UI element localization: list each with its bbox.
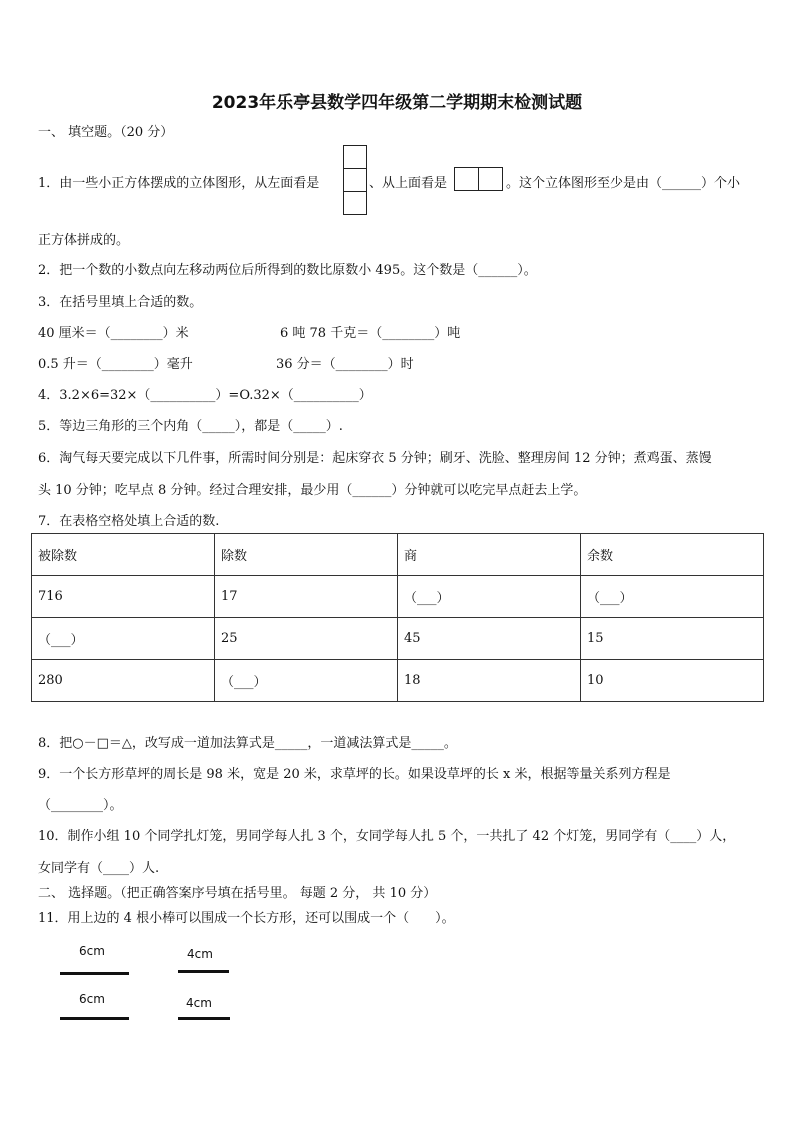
header-quotient: 商 — [398, 534, 581, 576]
question-1-part1: 1．由一些小正方体摆成的立体图形，从左面看是 — [38, 176, 320, 191]
table-cell: （___） — [581, 576, 764, 618]
question-10-line2: 女同学有（____）人. — [38, 861, 160, 876]
section-2-heading: 二、 选择题。（把正确答案序号填在括号里。 每题 2 分， 共 10 分） — [38, 886, 437, 901]
table-cell: 10 — [581, 660, 764, 702]
question-3-item-c: 0.5 升＝（________）毫升 — [38, 357, 193, 372]
question-7-stem: 7．在表格空格处填上合适的数. — [38, 514, 220, 529]
question-1-part2: 、从上面看是 — [369, 176, 448, 191]
page-title: 2023年乐亭县数学四年级第二学期期末检测试题 — [211, 93, 583, 113]
table-cell: 45 — [398, 618, 581, 660]
table-cell: 17 — [215, 576, 398, 618]
top-view-right-square — [478, 167, 503, 191]
top-view-left-square — [454, 167, 479, 191]
table-cell: 280 — [32, 660, 215, 702]
question-8: 8．把○－□＝△，改写成一道加法算式是_____，一道减法算式是_____。 — [38, 736, 457, 751]
section-1-heading: 一、 填空题。（20 分） — [38, 125, 174, 140]
question-9-line2: （________）。 — [38, 798, 123, 813]
table-cell: （___） — [215, 660, 398, 702]
question-2: 2．把一个数的小数点向左移动两位后所得到的数比原数小 495。这个数是（______）。 — [38, 263, 537, 278]
table-cell: （___） — [32, 618, 215, 660]
stick-6cm — [60, 972, 129, 975]
question-6-line2: 头 10 分钟；吃早点 8 分钟。经过合理安排，最少用（______）分钟就可以吃完早点赶去上学。 — [38, 483, 587, 498]
stick-6cm — [60, 1017, 129, 1020]
left-view-middle-square — [343, 168, 367, 192]
question-3-item-a: 40 厘米＝（________）米 — [38, 326, 189, 341]
table-header-row — [32, 534, 764, 576]
table-row — [32, 576, 764, 618]
stick-4cm — [178, 970, 229, 973]
header-divisor: 除数 — [215, 534, 398, 576]
question-11: 11．用上边的 4 根小棒可以围成一个长方形，还可以围成一个（ ）。 — [38, 911, 455, 926]
table-cell: 15 — [581, 618, 764, 660]
question-3-item-b: 6 吨 78 千克＝（________）吨 — [280, 326, 461, 341]
left-view-top-square — [343, 145, 367, 169]
table-row — [32, 660, 764, 702]
question-1-part3: 。这个立体图形至少是由（______）个小 — [506, 176, 741, 191]
table-row — [32, 618, 764, 660]
table-cell: 716 — [32, 576, 215, 618]
table-cell: 18 — [398, 660, 581, 702]
question-1-continuation: 正方体拼成的。 — [38, 233, 130, 248]
left-view-bottom-square — [343, 191, 367, 215]
stick-label: 6cm — [79, 944, 105, 958]
question-5: 5．等边三角形的三个内角（_____），都是（_____）. — [38, 419, 343, 434]
question-6-line1: 6．淘气每天要完成以下几件事，所需时间分别是：起床穿衣 5 分钟；刷牙、洗脸、整理房间 12 分钟；煮鸡蛋、蒸馒 — [38, 451, 712, 466]
stick-label: 6cm — [79, 992, 105, 1006]
question-3-item-d: 36 分＝（________）时 — [276, 357, 414, 372]
question-4: 4．3.2×6=32×（__________）=O.32×（__________） — [38, 388, 372, 403]
division-table — [31, 533, 764, 702]
stick-4cm — [178, 1017, 230, 1020]
question-10-line1: 10．制作小组 10 个同学扎灯笼，男同学每人扎 3 个，女同学每人扎 5 个，一共扎了 42 个灯笼，男同学有（____）人， — [38, 829, 736, 844]
question-9-line1: 9．一个长方形草坪的周长是 98 米，宽是 20 米，求草坪的长。如果设草坪的长 x 米，根据等量关系列方程是 — [38, 767, 671, 782]
question-3-stem: 3．在括号里填上合适的数。 — [38, 295, 203, 310]
table-cell: 25 — [215, 618, 398, 660]
stick-label: 4cm — [187, 947, 213, 961]
header-remainder: 余数 — [581, 534, 764, 576]
table-cell: （___） — [398, 576, 581, 618]
stick-label: 4cm — [186, 996, 212, 1010]
header-dividend: 被除数 — [32, 534, 215, 576]
